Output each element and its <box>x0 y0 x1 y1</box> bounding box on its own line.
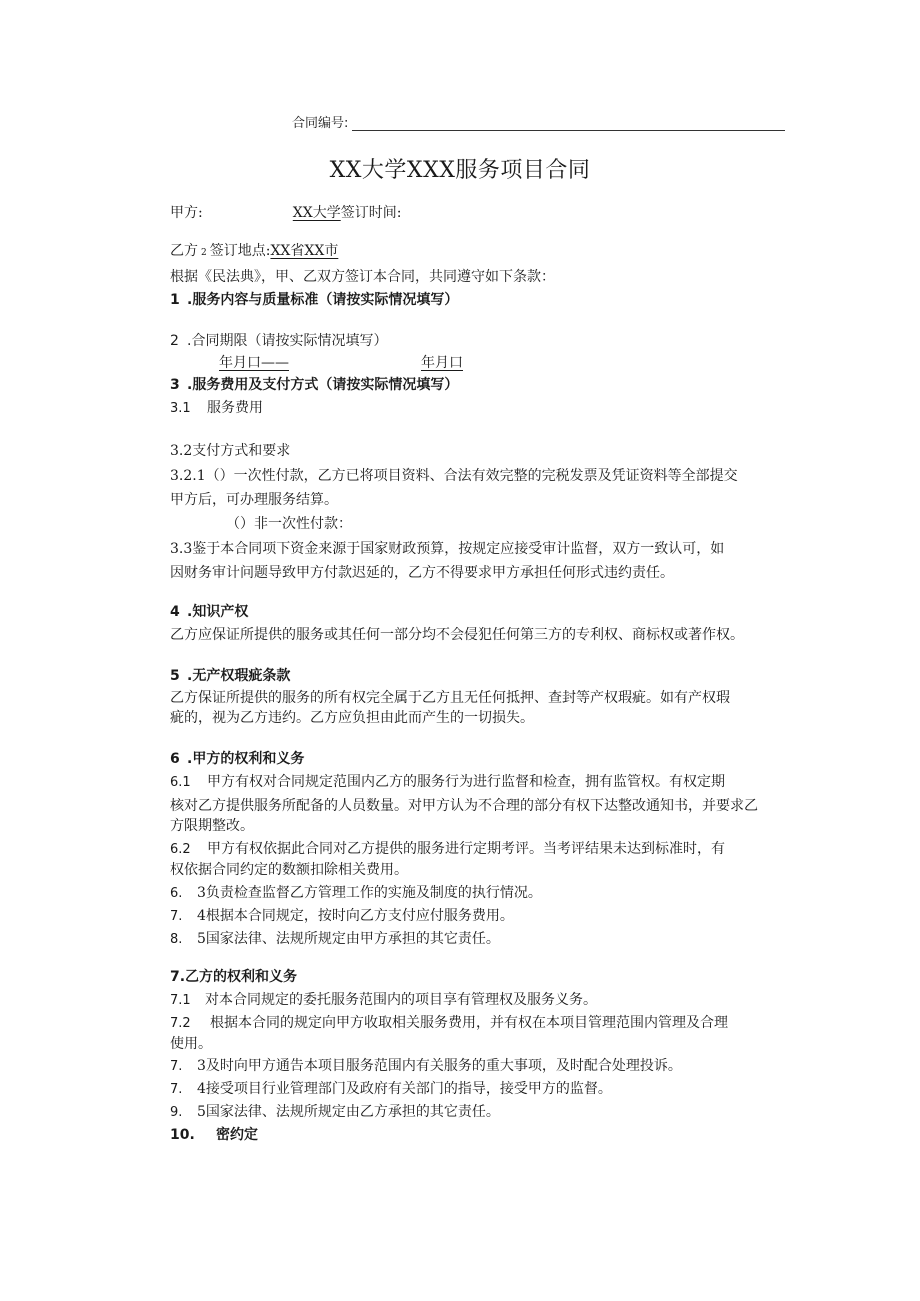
clause-6-2-line-1 <box>170 839 725 860</box>
clause-7-3 <box>170 1056 682 1077</box>
section-5-title: .无产权瑕疵条款 <box>187 668 291 684</box>
section-5-line-2: 疵的，视为乙方违约。乙方应负担由此而产生的一切损失。 <box>170 710 534 726</box>
clause-6-5-number: 8. <box>170 932 183 947</box>
clause-7-4-text: 4接受项目行业管理部门及政府有关部门的指导，接受甲方的监督。 <box>197 1081 612 1097</box>
party-b-line <box>170 241 338 263</box>
clause-6-1-line-2: 核对乙方提供服务所配备的人员数量。对甲方认为不合理的部分有权下达整改通知书，并要求乙 <box>170 798 758 814</box>
clause-3-2-1-line-2: 甲方后，可办理服务结算。 <box>170 492 338 508</box>
sign-place-label: 签订地点: <box>209 243 271 259</box>
section-4-text: 乙方应保证所提供的服务或其任何一部分均不会侵犯任何第三方的专利权、商标权或著作权。 <box>170 627 744 643</box>
clause-6-5 <box>170 929 500 950</box>
clause-6-2-text: 甲方有权依据此合同对乙方提供的服务进行定期考评。当考评结果未达到标准时，有 <box>207 841 725 857</box>
section-10-number: 10. <box>170 1127 195 1143</box>
clause-6-1-line-3: 方限期整改。 <box>170 818 254 834</box>
clause-3-2-1-alt: （）非一次性付款： <box>226 516 352 532</box>
party-a-name: XX大学 <box>292 205 341 221</box>
clause-7-3-number: 7. <box>170 1059 183 1074</box>
clause-6-3-text: 3负责检查监督乙方管理工作的实施及制度的执行情况。 <box>197 885 542 901</box>
page-title: XX大学XXX服务项目合同 <box>329 158 591 183</box>
clause-7-5-number: 9. <box>170 1105 183 1120</box>
sign-place-value: XX省XX市 <box>270 243 339 259</box>
section-2-number: 2 <box>170 333 179 349</box>
section-4-heading <box>170 602 248 622</box>
clause-7-2-line-2: 使用。 <box>170 1036 212 1052</box>
clause-7-2-text: 根据本合同的规定向甲方收取相关服务费用，并有权在本项目管理范围内管理及合理 <box>210 1015 728 1031</box>
clause-6-2-number: 6.2 <box>170 842 191 857</box>
clause-7-5-text: 5国家法律、法规所规定由乙方承担的其它责任。 <box>197 1104 500 1120</box>
section-5-heading <box>170 666 290 686</box>
clause-6-4 <box>170 906 514 927</box>
intro-text: 根据《民法典》，甲、乙双方签订本合同，共同遵守如下条款： <box>170 269 555 285</box>
section-1-title: .服务内容与质量标准（请按实际情况填写） <box>187 292 459 308</box>
section-5-number: 5 <box>170 668 180 684</box>
clause-6-1-line-1 <box>170 772 725 793</box>
clause-3-3-line-2: 因财务审计问题导致甲方付款迟延的，乙方不得要求甲方承担任何形式违约责任。 <box>170 565 674 581</box>
sign-time-label: 签订时间: <box>340 205 402 221</box>
section-10-title: 密约定 <box>216 1127 258 1143</box>
clause-3-1-number: 3.1 <box>170 401 191 416</box>
section-1-heading <box>170 290 458 310</box>
party-a-line <box>170 203 401 223</box>
section-6-heading <box>170 749 304 769</box>
section-3-heading <box>170 375 458 395</box>
clause-6-3 <box>170 883 542 904</box>
clause-7-1 <box>170 990 597 1011</box>
section-2-heading <box>170 331 387 351</box>
clause-7-2-line-1 <box>170 1013 728 1034</box>
section-2-title: .合同期限（请按实际情况填写） <box>187 333 388 349</box>
section-6-number: 6 <box>170 751 180 767</box>
party-b-label: 乙方 <box>170 243 198 259</box>
clause-6-1-text: 甲方有权对合同规定范围内乙方的服务行为进行监督和检查，拥有监管权。有权定期 <box>207 774 725 790</box>
party-a-value <box>203 203 341 223</box>
clause-3-3-line-1: 3.3鉴于本合同项下资金来源于国家财政预算，按规定应接受审计监督，双方一致认可，如 <box>170 541 725 557</box>
section-3-number: 3 <box>170 377 180 393</box>
clause-7-1-text: 对本合同规定的委托服务范围内的项目享有管理权及服务义务。 <box>205 992 597 1008</box>
party-a-label: 甲方: <box>170 205 203 221</box>
section-6-title: .甲方的权利和义务 <box>187 751 305 767</box>
clause-7-1-number: 7.1 <box>170 993 191 1008</box>
clause-3-2: 3.2支付方式和要求 <box>170 443 291 459</box>
section-4-number: 4 <box>170 604 180 620</box>
clause-7-3-text: 3及时向甲方通告本项目服务范围内有关服务的重大事项，及时配合处理投诉。 <box>197 1058 682 1074</box>
clause-7-4-number: 7. <box>170 1082 183 1097</box>
section-7-heading: 7.乙方的权利和义务 <box>170 969 298 985</box>
clause-6-4-text: 4根据本合同规定，按时向乙方支付应付服务费用。 <box>197 908 514 924</box>
clause-3-1-text: 服务费用 <box>207 400 263 416</box>
clause-6-2-line-2: 权依据合同约定的数额扣除相关费用。 <box>170 862 408 878</box>
clause-7-5 <box>170 1102 500 1123</box>
section-3-title: .服务费用及支付方式（请按实际情况填写） <box>187 377 459 393</box>
contract-number-label: 合同编号: <box>292 116 349 131</box>
term-start: 年月口—— <box>219 355 289 371</box>
clause-6-3-number: 6. <box>170 886 183 901</box>
section-5-line-1: 乙方保证所提供的服务的所有权完全属于乙方且无任何抵押、查封等产权瑕疵。如有产权瑕 <box>170 690 730 706</box>
term-end: 年月口 <box>421 355 463 371</box>
clause-7-2-number: 7.2 <box>170 1016 191 1031</box>
clause-6-1-number: 6.1 <box>170 775 191 790</box>
section-10-heading <box>170 1125 258 1145</box>
clause-6-4-number: 7. <box>170 909 183 924</box>
contract-number-line <box>352 130 785 131</box>
clause-7-4 <box>170 1079 612 1100</box>
clause-3-1 <box>170 398 263 419</box>
section-1-number: 1 <box>170 292 180 308</box>
party-b-mark: 2 <box>201 248 207 258</box>
clause-3-2-1-line-1: 3.2.1（）一次性付款，乙方已将项目资料、合法有效完整的完税发票及凭证资料等全部提交 <box>170 468 738 484</box>
clause-6-5-text: 5国家法律、法规所规定由甲方承担的其它责任。 <box>197 931 500 947</box>
section-4-title: .知识产权 <box>187 604 249 620</box>
